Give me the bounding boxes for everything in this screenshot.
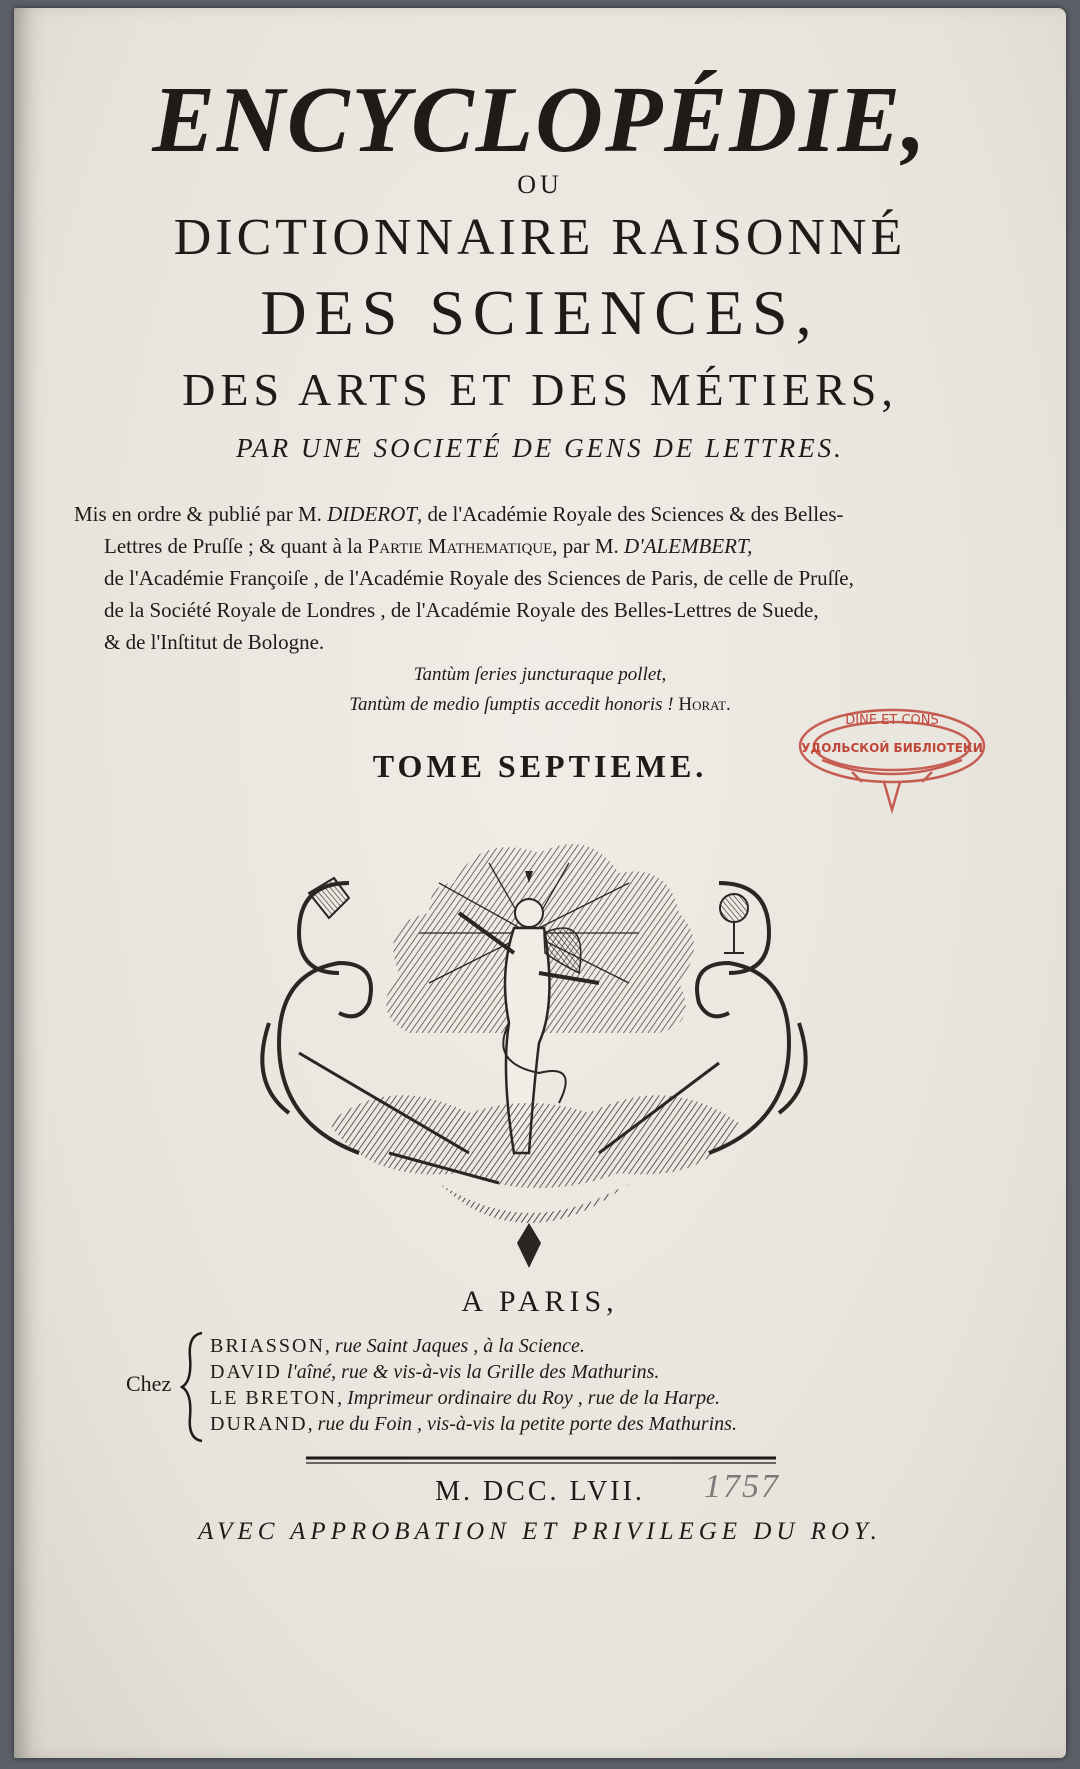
editors-line-3: de l'Académie Françoiſe , de l'Académie Royale des Sciences de Paris, de celle de Pruſſe,: [104, 566, 854, 590]
publication-date: M. DCC. LVII.: [435, 1476, 645, 1507]
publisher-line: DURAND, rue du Foin , vis-à-vis la petite porte des Mathurins.: [210, 1413, 737, 1435]
motto-line-1: Tantùm ſeries juncturaque pollet,: [413, 664, 667, 685]
chez-label: Chez: [126, 1371, 172, 1396]
publisher-name: DURAND: [210, 1413, 308, 1435]
allegorical-engraving-icon: [239, 823, 829, 1273]
subtitle-line-2: DES SCIENCES,: [260, 277, 820, 348]
publishers-list: [210, 1333, 737, 1437]
diderot-name: DIDEROT: [327, 502, 417, 526]
stamp-text-top: DINE ET CONS: [845, 713, 939, 728]
brace-icon: [180, 1331, 206, 1443]
partie-mathematique: Partie Mathematique: [367, 534, 553, 558]
publisher-line: DAVID l'aîné, rue & vis-à-vis la Grille des Mathurins.: [210, 1361, 660, 1383]
subtitle-line-1: DICTIONNAIRE RAISONNÉ: [173, 209, 907, 266]
publisher-name: LE BRETON: [210, 1387, 338, 1409]
city-line: A PARIS,: [461, 1285, 619, 1318]
privilege-line: AVEC APPROBATION ET PRIVILEGE DU ROY.: [198, 1518, 882, 1545]
editors-line-5: & de l'Inſtitut de Bologne.: [104, 630, 325, 654]
editors-line-1: Mis en ordre & publié par M. DIDEROT, de l'Académie Royale des Sciences & des Belles-: [74, 502, 844, 526]
handwritten-year: 1757: [704, 1468, 780, 1505]
subtitle-line-3: DES ARTS ET DES MÉTIERS,: [182, 364, 898, 415]
publisher-line: BRIASSON, rue Saint Jaques , à la Science.: [210, 1335, 585, 1357]
publisher-line: LE BRETON, Imprimeur ordinaire du Roy , rue de la Harpe.: [210, 1387, 720, 1409]
editors-line-2: Lettres de Pruſſe ; & quant à la Partie Mathematique, par M. D'ALEMBERT,: [104, 534, 753, 558]
dalembert-name: D'ALEMBERT,: [624, 534, 753, 558]
publisher-name: DAVID: [210, 1361, 282, 1383]
motto-line-2: Tantùm de medio ſumptis accedit honoris ! Horat.: [349, 694, 731, 715]
publisher-name: BRIASSON: [210, 1335, 325, 1357]
book-title: ENCYCLOPÉDIE,: [152, 68, 928, 172]
library-stamp-icon: [792, 698, 1002, 818]
society-line: PAR UNE SOCIETÉ DE GENS DE LETTRES.: [236, 433, 844, 463]
title-page: [14, 8, 1066, 1758]
editors-line-4: de la Société Royale de Londres , de l'Académie Royale des Belles-Lettres de Suede,: [104, 598, 819, 622]
stamp-text-middle: УДОЛЬСКОЙ БИБЛІОТЕКИ: [801, 741, 983, 755]
volume-label: TOME SEPTIEME.: [372, 748, 708, 784]
double-rule: [306, 1456, 776, 1466]
motto-author: Horat.: [678, 694, 731, 715]
title-connector: OU: [517, 170, 563, 199]
editors-statement: [74, 498, 1004, 658]
